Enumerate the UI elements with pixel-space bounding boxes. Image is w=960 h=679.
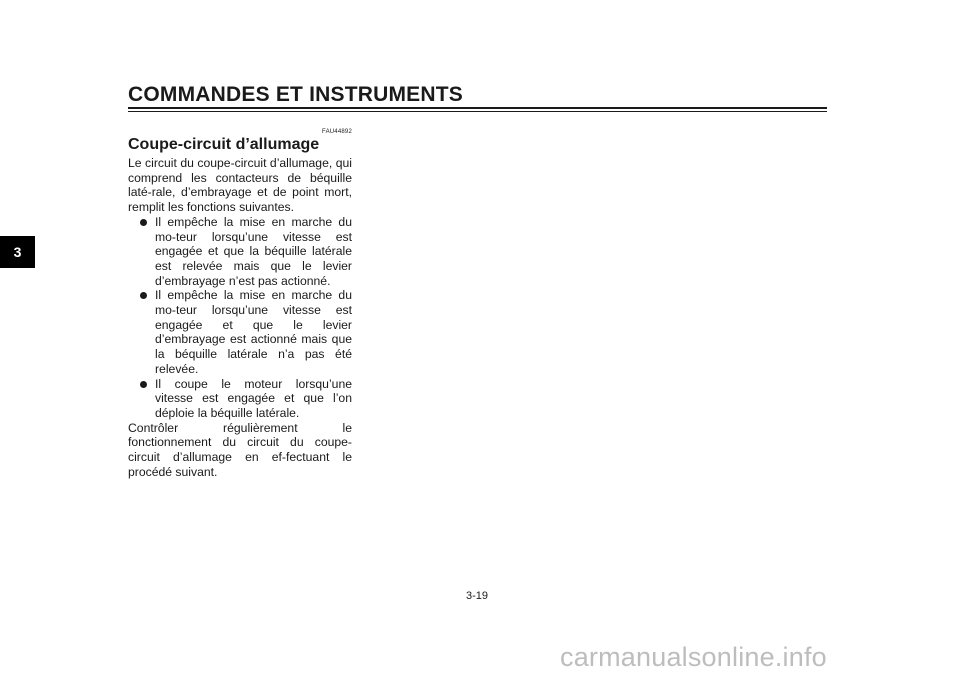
reference-code: FAU44892: [322, 129, 352, 135]
list-item: [128, 377, 352, 421]
chapter-tab: 3: [0, 236, 35, 268]
header-rule-thin: [128, 111, 827, 112]
bullet-icon: [140, 381, 147, 388]
watermark: carmanualsonline.info: [560, 642, 827, 672]
bullet-icon: [140, 292, 147, 299]
section-title: Coupe-circuit d’allumage: [128, 136, 320, 153]
bullet-list: [128, 215, 352, 421]
page-number: 3-19: [466, 590, 489, 602]
bullet-text: Il empêche la mise en marche du mo-teur lorsqu’une vitesse est engagée et que le levier d’embrayage est actionné mais que la béquille latérale n’a pas été relevée.: [155, 288, 352, 376]
list-item: [128, 288, 352, 376]
outro-paragraph: Contrôler régulièrement le fonctionnement du circuit du coupe-circuit d’allumage en ef-fectuant le procédé suivant.: [128, 420, 352, 479]
header-rule: [128, 107, 827, 109]
page-header-title: COMMANDES ET INSTRUMENTS: [128, 83, 463, 106]
bullet-icon: [140, 219, 147, 226]
list-item: [128, 215, 352, 289]
bullet-text: Il coupe le moteur lorsqu’une vitesse est engagée et que l’on déploie la béquille latérale.: [155, 376, 352, 420]
bullet-text: Il empêche la mise en marche du mo-teur lorsqu’une vitesse est engagée et que la béquille latérale est relevée mais que le levier d’embrayage n’est pas actionné.: [155, 214, 352, 288]
intro-paragraph: Le circuit du coupe-circuit d’allumage, qui comprend les contacteurs de béquille laté-rale, d’embrayage et de point mort, remplit les fonctions suivantes.: [128, 156, 352, 215]
text-column: [128, 156, 352, 479]
